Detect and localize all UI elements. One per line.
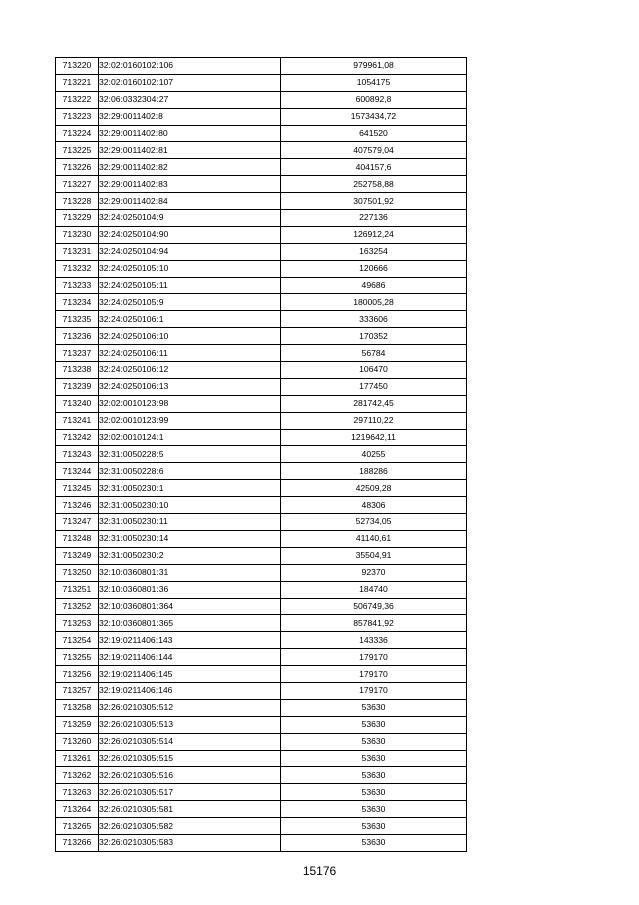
table-row: [56, 733, 467, 750]
table-row: [56, 497, 467, 514]
table-row: [56, 480, 467, 497]
table-row: [56, 58, 467, 75]
cadastral-value-cell: 49686: [281, 277, 467, 294]
cadastral-number-cell: 32:02:0160102:106: [99, 58, 281, 75]
row-number-cell: 713231: [56, 243, 99, 260]
row-number-cell: 713257: [56, 682, 99, 699]
cadastral-value-cell: 53630: [281, 784, 467, 801]
table-row: [56, 277, 467, 294]
cadastral-value-cell: 53630: [281, 801, 467, 818]
row-number-cell: 713229: [56, 210, 99, 227]
cadastral-number-cell: 32:24:0250106:12: [99, 362, 281, 379]
cadastral-number-cell: 32:31:0050230:2: [99, 547, 281, 564]
row-number-cell: 713220: [56, 58, 99, 75]
cadastral-number-cell: 32:02:0010123:98: [99, 395, 281, 412]
table-row: [56, 818, 467, 835]
cadastral-value-cell: 53630: [281, 834, 467, 851]
cadastral-number-cell: 32:31:0050228:5: [99, 446, 281, 463]
row-number-cell: 713230: [56, 226, 99, 243]
cadastral-value-cell: 506749,36: [281, 598, 467, 615]
table-row: [56, 125, 467, 142]
row-number-cell: 713260: [56, 733, 99, 750]
cadastral-number-cell: 32:26:0210305:516: [99, 767, 281, 784]
cadastral-value-cell: 227136: [281, 210, 467, 227]
cadastral-value-cell: 53630: [281, 818, 467, 835]
cadastral-value-cell: 41140,61: [281, 530, 467, 547]
cadastral-value-cell: 163254: [281, 243, 467, 260]
table-row: [56, 74, 467, 91]
table-row: [56, 378, 467, 395]
cadastral-value-cell: 106470: [281, 362, 467, 379]
cadastral-number-cell: 32:24:0250106:13: [99, 378, 281, 395]
table-row: [56, 666, 467, 683]
row-number-cell: 713264: [56, 801, 99, 818]
table-row: [56, 395, 467, 412]
row-number-cell: 713241: [56, 412, 99, 429]
cadastral-value-cell: 184740: [281, 581, 467, 598]
table-row: [56, 784, 467, 801]
cadastral-value-cell: 179170: [281, 682, 467, 699]
table-row: [56, 581, 467, 598]
row-number-cell: 713222: [56, 91, 99, 108]
cadastral-value-cell: 180005,28: [281, 294, 467, 311]
cadastral-value-cell: 307501,92: [281, 193, 467, 210]
table-row: [56, 159, 467, 176]
cadastral-number-cell: 32:10:0360801:364: [99, 598, 281, 615]
page-number: 15176: [302, 864, 337, 878]
row-number-cell: 713238: [56, 362, 99, 379]
row-number-cell: 713237: [56, 345, 99, 362]
row-number-cell: 713250: [56, 564, 99, 581]
row-number-cell: 713256: [56, 666, 99, 683]
cadastral-value-cell: 404157,6: [281, 159, 467, 176]
cadastral-value-cell: 641520: [281, 125, 467, 142]
cadastral-value-cell: 857841,92: [281, 615, 467, 632]
cadastral-number-cell: 32:24:0250106:10: [99, 328, 281, 345]
cadastral-number-cell: 32:29:0011402:80: [99, 125, 281, 142]
table-row: [56, 210, 467, 227]
cadastral-value-cell: 53630: [281, 767, 467, 784]
cadastral-value-cell: 120666: [281, 260, 467, 277]
table-row: [56, 294, 467, 311]
cadastral-value-cell: 92370: [281, 564, 467, 581]
table-row: [56, 682, 467, 699]
table-row: [56, 446, 467, 463]
cadastral-number-cell: 32:24:0250105:10: [99, 260, 281, 277]
cadastral-number-cell: 32:26:0210305:581: [99, 801, 281, 818]
cadastral-value-cell: 333606: [281, 311, 467, 328]
table-row: [56, 243, 467, 260]
cadastral-number-cell: 32:31:0050230:1: [99, 480, 281, 497]
cadastral-number-cell: 32:26:0210305:515: [99, 750, 281, 767]
row-number-cell: 713255: [56, 649, 99, 666]
cadastral-number-cell: 32:26:0210305:582: [99, 818, 281, 835]
cadastral-number-cell: 32:26:0210305:513: [99, 716, 281, 733]
cadastral-number-cell: 32:29:0011402:82: [99, 159, 281, 176]
cadastral-number-cell: 32:10:0360801:365: [99, 615, 281, 632]
cadastral-number-cell: 32:26:0210305:512: [99, 699, 281, 716]
table-row: [56, 699, 467, 716]
cadastral-number-cell: 32:10:0360801:31: [99, 564, 281, 581]
table-row: [56, 649, 467, 666]
cadastral-number-cell: 32:31:0050230:10: [99, 497, 281, 514]
table-row: [56, 91, 467, 108]
cadastral-number-cell: 32:24:0250106:1: [99, 311, 281, 328]
cadastral-value-cell: 179170: [281, 666, 467, 683]
row-number-cell: 713259: [56, 716, 99, 733]
row-number-cell: 713221: [56, 74, 99, 91]
table-row: [56, 547, 467, 564]
row-number-cell: 713247: [56, 514, 99, 531]
row-number-cell: 713233: [56, 277, 99, 294]
cadastral-value-cell: 600892,8: [281, 91, 467, 108]
table-row: [56, 801, 467, 818]
cadastral-value-cell: 52734,05: [281, 514, 467, 531]
cadastral-number-cell: 32:19:0211406:144: [99, 649, 281, 666]
table-row: [56, 530, 467, 547]
row-number-cell: 713258: [56, 699, 99, 716]
cadastral-number-cell: 32:31:0050230:11: [99, 514, 281, 531]
table-body: [56, 58, 467, 852]
cadastral-number-cell: 32:29:0011402:81: [99, 142, 281, 159]
cadastral-number-cell: 32:02:0010124:1: [99, 429, 281, 446]
table-row: [56, 311, 467, 328]
table-row: [56, 412, 467, 429]
row-number-cell: 713262: [56, 767, 99, 784]
cadastral-number-cell: 32:24:0250105:11: [99, 277, 281, 294]
row-number-cell: 713245: [56, 480, 99, 497]
cadastral-number-cell: 32:31:0050228:6: [99, 463, 281, 480]
table-row: [56, 328, 467, 345]
cadastral-value-cell: 1054175: [281, 74, 467, 91]
cadastral-number-cell: 32:24:0250106:11: [99, 345, 281, 362]
row-number-cell: 713235: [56, 311, 99, 328]
row-number-cell: 713240: [56, 395, 99, 412]
table-row: [56, 834, 467, 851]
table-row: [56, 362, 467, 379]
table-row: [56, 260, 467, 277]
cadastral-value-cell: 177450: [281, 378, 467, 395]
cadastral-number-cell: 32:29:0011402:83: [99, 176, 281, 193]
row-number-cell: 713266: [56, 834, 99, 851]
table-row: [56, 142, 467, 159]
cadastral-number-cell: 32:19:0211406:145: [99, 666, 281, 683]
row-number-cell: 713225: [56, 142, 99, 159]
cadastral-number-cell: 32:24:0250104:90: [99, 226, 281, 243]
row-number-cell: 713232: [56, 260, 99, 277]
row-number-cell: 713248: [56, 530, 99, 547]
cadastral-number-cell: 32:26:0210305:517: [99, 784, 281, 801]
row-number-cell: 713253: [56, 615, 99, 632]
table-row: [56, 767, 467, 784]
cadastral-value-cell: 179170: [281, 649, 467, 666]
row-number-cell: 713242: [56, 429, 99, 446]
cadastral-number-cell: 32:26:0210305:514: [99, 733, 281, 750]
cadastral-value-cell: 170352: [281, 328, 467, 345]
row-number-cell: 713261: [56, 750, 99, 767]
row-number-cell: 713249: [56, 547, 99, 564]
cadastral-value-cell: 53630: [281, 750, 467, 767]
cadastral-number-cell: 32:02:0160102:107: [99, 74, 281, 91]
cadastral-number-cell: 32:19:0211406:143: [99, 632, 281, 649]
row-number-cell: 713224: [56, 125, 99, 142]
cadastral-value-cell: 53630: [281, 716, 467, 733]
table-row: [56, 429, 467, 446]
cadastral-number-cell: 32:10:0360801:36: [99, 581, 281, 598]
cadastral-number-cell: 32:06:0332304:27: [99, 91, 281, 108]
cadastral-value-cell: 40255: [281, 446, 467, 463]
cadastral-value-cell: 53630: [281, 699, 467, 716]
row-number-cell: 713239: [56, 378, 99, 395]
table-row: [56, 564, 467, 581]
cadastral-value-cell: 252758,88: [281, 176, 467, 193]
row-number-cell: 713265: [56, 818, 99, 835]
row-number-cell: 713251: [56, 581, 99, 598]
table-row: [56, 463, 467, 480]
cadastral-value-cell: 56784: [281, 345, 467, 362]
row-number-cell: 713228: [56, 193, 99, 210]
cadastral-number-cell: 32:29:0011402:84: [99, 193, 281, 210]
table-row: [56, 750, 467, 767]
cadastral-number-cell: 32:31:0050230:14: [99, 530, 281, 547]
cadastral-value-cell: 1573434,72: [281, 108, 467, 125]
cadastral-value-cell: 281742,45: [281, 395, 467, 412]
cadastral-number-cell: 32:24:0250104:94: [99, 243, 281, 260]
row-number-cell: 713244: [56, 463, 99, 480]
row-number-cell: 713252: [56, 598, 99, 615]
cadastral-value-cell: 143336: [281, 632, 467, 649]
table-row: [56, 632, 467, 649]
row-number-cell: 713243: [56, 446, 99, 463]
row-number-cell: 713246: [56, 497, 99, 514]
cadastral-number-cell: 32:26:0210305:583: [99, 834, 281, 851]
row-number-cell: 713226: [56, 159, 99, 176]
cadastral-value-cell: 1219642,11: [281, 429, 467, 446]
cadastral-value-cell: 53630: [281, 733, 467, 750]
cadastral-number-cell: 32:24:0250105:9: [99, 294, 281, 311]
cadastral-number-cell: 32:29:0011402:8: [99, 108, 281, 125]
row-number-cell: 713234: [56, 294, 99, 311]
row-number-cell: 713236: [56, 328, 99, 345]
row-number-cell: 713223: [56, 108, 99, 125]
table-row: [56, 716, 467, 733]
cadastral-number-cell: 32:02:0010123:99: [99, 412, 281, 429]
table-row: [56, 598, 467, 615]
row-number-cell: 713263: [56, 784, 99, 801]
cadastral-value-cell: 297110,22: [281, 412, 467, 429]
cadastral-value-cell: 979961,08: [281, 58, 467, 75]
table-row: [56, 345, 467, 362]
cadastral-value-table: [55, 57, 467, 852]
cadastral-value-cell: 42509,28: [281, 480, 467, 497]
table-row: [56, 226, 467, 243]
row-number-cell: 713254: [56, 632, 99, 649]
table-row: [56, 108, 467, 125]
row-number-cell: 713227: [56, 176, 99, 193]
cadastral-value-cell: 188286: [281, 463, 467, 480]
cadastral-value-cell: 407579,04: [281, 142, 467, 159]
table-row: [56, 514, 467, 531]
table-row: [56, 615, 467, 632]
cadastral-value-cell: 48306: [281, 497, 467, 514]
cadastral-number-cell: 32:24:0250104:9: [99, 210, 281, 227]
table-row: [56, 176, 467, 193]
cadastral-value-cell: 126912,24: [281, 226, 467, 243]
cadastral-number-cell: 32:19:0211406:146: [99, 682, 281, 699]
cadastral-value-cell: 35504,91: [281, 547, 467, 564]
table-row: [56, 193, 467, 210]
